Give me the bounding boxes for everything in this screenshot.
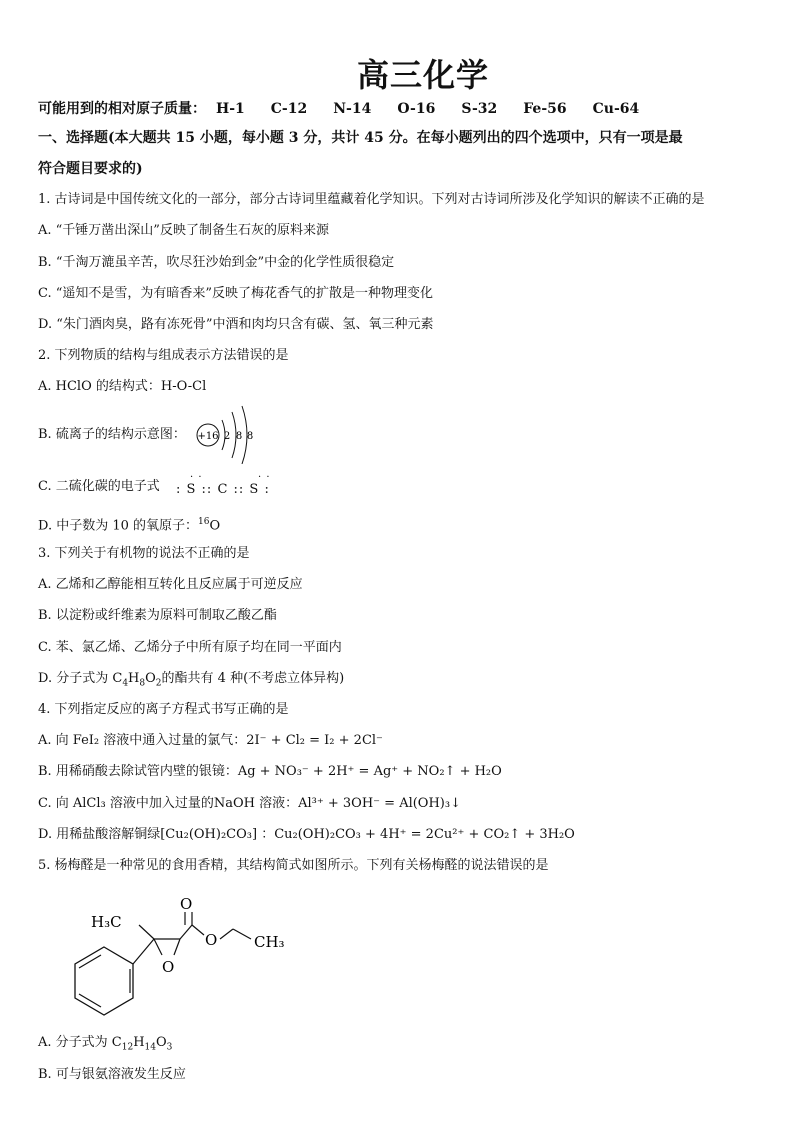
carbonyl-oxygen-label: O <box>180 895 193 913</box>
q4-stem: 4. 下列指定反应的离子方程式书写正确的是 <box>38 702 289 717</box>
q3-option-a: A. 乙烯和乙醇能相互转化且反应属于可逆反应 <box>38 577 303 592</box>
ester-oxygen-label: O <box>205 931 218 949</box>
q4-option-b: B. 用稀硝酸去除试管内壁的银镜：Ag + NO₃⁻ + 2H⁺ = Ag⁺ + NO₂↑ + H₂O <box>38 764 502 779</box>
methyl-label-left: H₃C <box>91 913 122 931</box>
sulfide-ion-diagram <box>192 402 262 464</box>
q1-option-c: C. “遥知不是雪，为有暗香来”反映了梅花香气的扩散是一种物理变化 <box>38 286 434 301</box>
q2-option-d: D. 中子数为 10 的氧原子：$^{16}$O <box>38 517 221 534</box>
page-title: 高三化学 <box>356 56 489 94</box>
q1-option-a: A. “千锤万凿出深山”反映了制备生石灰的原料来源 <box>38 223 329 238</box>
epoxide-oxygen-label: O <box>162 958 175 976</box>
q4-option-a: A. 向 FeI₂ 溶液中通入过量的氯气：2I⁻ + Cl₂ = I₂ + 2Cl⁻ <box>38 733 383 748</box>
q1-option-d: D. “朱门酒肉臭，路有冻死骨”中酒和肉均只含有碳、氢、氧三种元素 <box>38 317 434 332</box>
electron-dots-top: · · <box>258 472 271 483</box>
q5-option-a: A. 分子式为 $C_{12}H_{14}O_3$ <box>38 1035 173 1053</box>
diagram-shell-count: 2 <box>223 431 231 442</box>
diagram-shell-count: 8 <box>235 431 243 442</box>
q5-stem: 5. 杨梅醛是一种常见的食用香精，其结构简式如图所示。下列有关杨梅醛的说法错误的是 <box>38 858 549 873</box>
diagram-nucleus: +16 <box>197 431 219 442</box>
bayberry-aldehyde-structure <box>34 895 314 1030</box>
cs2-electron-formula: : S :: C :: S : <box>176 482 270 497</box>
q2-option-c: C. 二硫化碳的电子式 <box>38 479 160 494</box>
q2-option-b: B. 硫离子的结构示意图： <box>38 427 186 442</box>
q4-option-c: C. 向 AlCl₃ 溶液中加入过量的NaOH 溶液：Al³⁺ + 3OH⁻ = Al(OH)₃↓ <box>38 796 461 811</box>
atomic-mass-item: O-16 <box>397 101 436 117</box>
q2-option-a: A. HClO 的结构式：H-O-Cl <box>38 379 207 394</box>
section-heading-line2: 符合题目要求的) <box>38 161 143 177</box>
section-heading-line1: 一、选择题(本大题共 15 小题，每小题 3 分，共计 45 分。在每小题列出的四个选项中，只有一项是最 <box>38 130 683 146</box>
q3-stem: 3. 下列关于有机物的说法不正确的是 <box>38 546 250 561</box>
q3-option-c: C. 苯、氯乙烯、乙烯分子中所有原子均在同一平面内 <box>38 640 342 655</box>
q1-stem: 1. 古诗词是中国传统文化的一部分，部分古诗词里蕴藏着化学知识。下列对古诗词所涉及化学知识的解读不正确的是 <box>38 192 705 207</box>
q1-option-b: B. “千淘万漉虽辛苦，吹尽狂沙始到金”中金的化学性质很稳定 <box>38 255 395 270</box>
atomic-mass-item: N-14 <box>333 101 372 117</box>
q2-stem: 2. 下列物质的结构与组成表示方法错误的是 <box>38 348 289 363</box>
atomic-mass-item: Cu-64 <box>592 101 640 117</box>
methyl-label-right: CH₃ <box>254 933 285 951</box>
q3-option-d: D. 分子式为 $C_4H_8O_2$的酯共有 4 种(不考虑立体异构) <box>38 671 345 689</box>
electron-dots-top: · · <box>190 472 203 483</box>
q5-option-b: B. 可与银氨溶液发生反应 <box>38 1067 186 1082</box>
atomic-mass-line <box>38 98 665 118</box>
atomic-mass-item: S-32 <box>461 101 498 117</box>
diagram-shell-count: 8 <box>246 431 254 442</box>
atomic-mass-item: Fe-56 <box>523 101 567 117</box>
q3-option-b: B. 以淀粉或纤维素为原料可制取乙酸乙酯 <box>38 608 277 623</box>
atomic-mass-item: H-1 <box>216 101 245 117</box>
atomic-mass-label: 可能用到的相对原子质量： <box>38 101 206 117</box>
atomic-mass-item: C-12 <box>270 101 308 117</box>
q4-option-d: D. 用稀盐酸溶解铜绿[Cu₂(OH)₂CO₃] ：Cu₂(OH)₂CO₃ + 4H⁺ = 2Cu²⁺ + CO₂↑ + 3H₂O <box>38 827 575 842</box>
